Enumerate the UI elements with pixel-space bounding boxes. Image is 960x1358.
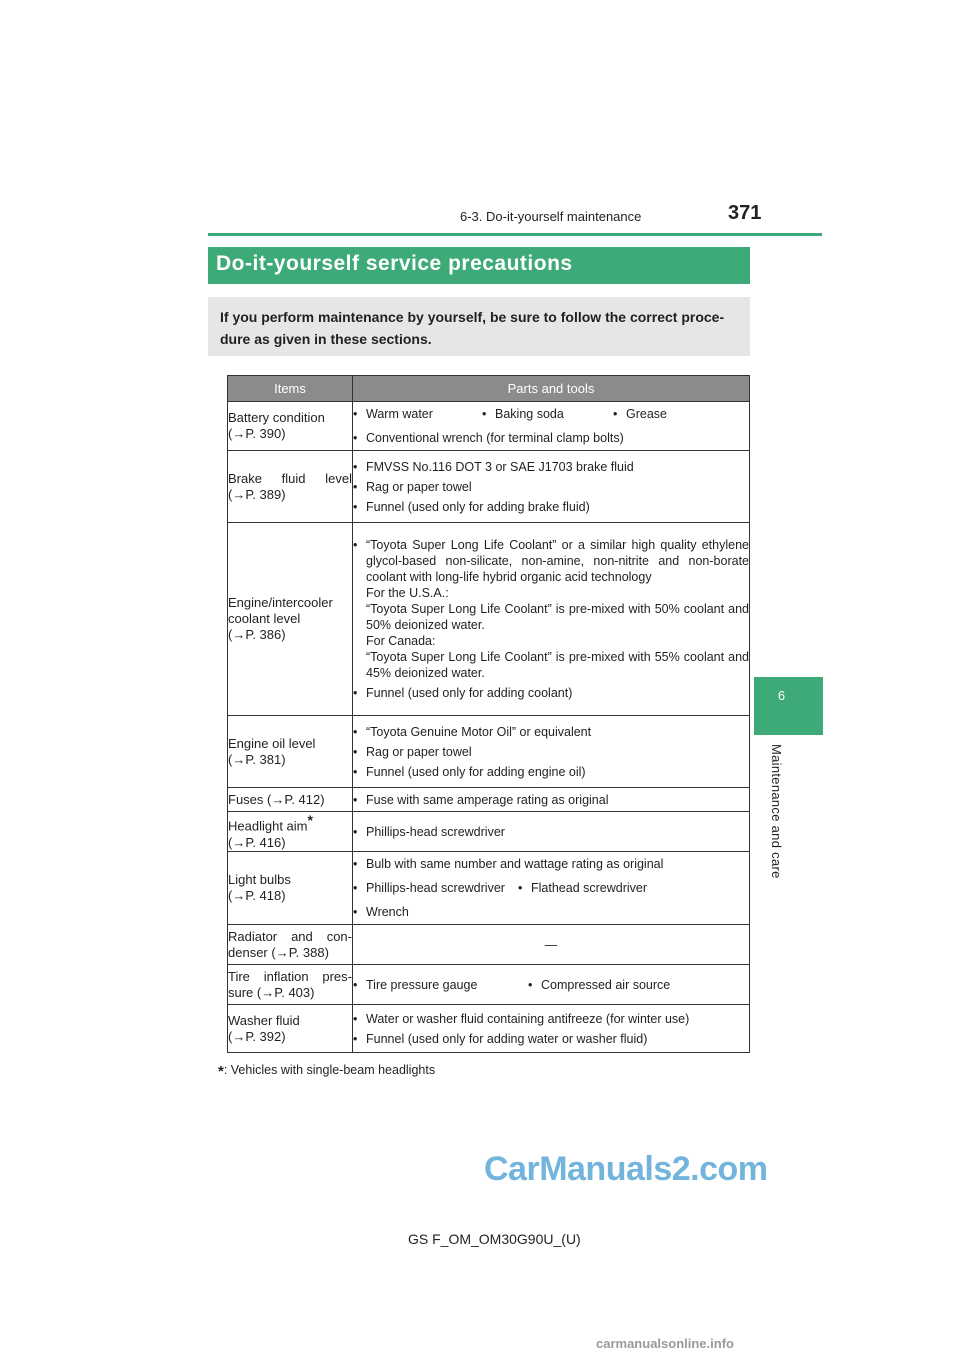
header-items: Items [228,376,353,402]
list-item: • Tire pressure gauge [353,977,528,993]
table-row [228,1005,750,1053]
section-header: 6-3. Do-it-yourself maintenance [460,209,642,224]
item-label: Radiator and con- [228,928,352,944]
table-row [228,716,750,788]
item-page-ref: denser (→P. 388) [228,944,329,960]
table-row [228,965,750,1005]
list-item: • Fuse with same amperage rating as original [353,792,749,808]
footnote-star: * [218,1063,224,1080]
item-label: Brake fluid level [228,470,352,486]
item-page-ref: (→P. 418) [228,888,286,903]
parts-battery [353,402,750,451]
table-row [228,852,750,925]
item-page-ref: (→P. 381) [228,751,286,767]
usa-label: For the U.S.A.: [366,586,449,600]
parts-brake [353,451,750,523]
item-page-ref: (→P. 392) [228,1028,286,1044]
chapter-tab [754,677,823,735]
no-parts-dash: — [544,937,558,952]
item-engine-oil [228,716,353,788]
item-battery [228,402,353,451]
list-item: • Rag or paper towel [353,744,749,760]
table-row [228,402,750,451]
list-item: • “Toyota Genuine Motor Oil” or equivalent [353,724,749,740]
list-item: • Conventional wrench (for terminal clamp bolts) [353,430,749,446]
section-title: Do-it-yourself service precautions [208,247,750,284]
item-label: Headlight aim [228,818,308,834]
list-item: • Funnel (used only for adding brake fluid) [353,499,749,515]
item-coolant [228,523,353,716]
item-label: Engine/intercooler [228,595,333,610]
table-row [228,523,750,716]
header-parts: Parts and tools [353,376,750,402]
parts-headlight [353,812,750,852]
item-washer [228,1005,353,1053]
chapter-tab-number: 6 [777,688,786,703]
item-label: Light bulbs [228,872,291,887]
page-number: 371 [728,202,762,224]
coolant-spec: “Toyota Super Long Life Coolant” or a similar high quality ethylene glycol-based non-silicate, non-amine, non-nitrite and non-borate coolant with long-life hybrid organic acid technology [366,538,749,584]
parts-bulbs [353,852,750,925]
parts-tire [353,965,750,1005]
item-radiator [228,925,353,965]
table-row [228,925,750,965]
header-rule [208,233,822,236]
item-label: Washer fluid [228,1012,300,1028]
list-item: • Flathead screwdriver [518,880,683,896]
table-header-row [228,376,750,402]
table-row [228,788,750,812]
item-tire [228,965,353,1005]
item-page-ref: sure (→P. 403) [228,984,315,1000]
parts-coolant [353,523,750,716]
list-item: • Funnel (used only for adding water or washer fluid) [353,1031,749,1047]
maintenance-parts-table [227,375,750,1053]
list-item: • Baking soda [482,406,613,422]
list-item: • Funnel (used only for adding coolant) [353,685,749,701]
table-row [228,451,750,523]
list-item: • Rag or paper towel [353,479,749,495]
document-code: GS F_OM_OM30G90U_(U) [408,1231,581,1247]
item-page-ref: (→P. 390) [228,426,286,441]
item-label: Battery condition [228,410,325,425]
footnote-marker: * [307,812,313,829]
list-item: • Phillips-head screwdriver [353,880,518,896]
item-label: coolant level [228,611,301,626]
usa-text: “Toyota Super Long Life Coolant” is pre-mixed with 50% coolant and 50% deionized water. [366,602,749,632]
parts-washer [353,1005,750,1053]
item-page-ref: (→P. 386) [228,627,286,642]
parts-fuses [353,788,750,812]
footnote-text: : Vehicles with single-beam headlights [223,1063,436,1077]
canada-text: “Toyota Super Long Life Coolant” is pre-mixed with 55% coolant and 45% deionized water. [366,650,749,680]
intro-text: If you perform maintenance by yourself, be sure to follow the correct proce-dure as given in these sections. [208,297,750,356]
item-label: Engine oil level [228,735,316,751]
list-item: • FMVSS No.116 DOT 3 or SAE J1703 brake fluid [353,459,749,475]
list-item: • Wrench [353,904,749,920]
item-headlight [228,812,353,852]
canada-label: For Canada: [366,634,436,648]
list-item: • Water or washer fluid containing antifreeze (for winter use) [353,1011,749,1027]
footnote [218,1063,435,1080]
list-item: • Phillips-head screwdriver [353,824,749,840]
item-bulbs [228,852,353,925]
item-page-ref: (→P. 416) [228,834,286,850]
list-item [353,537,749,681]
watermark-url: carmanualsonline.info [596,1336,734,1351]
list-item: • Compressed air source [528,977,703,993]
list-item: • Funnel (used only for adding engine oil) [353,764,749,780]
item-label: Tire inflation pres- [228,968,352,984]
parts-engine-oil [353,716,750,788]
chapter-tab-label: Maintenance and care [769,744,784,879]
item-brake [228,451,353,523]
list-item: • Bulb with same number and wattage rating as original [353,856,749,872]
item-page-ref: (→P. 389) [228,486,286,502]
watermark-logo: CarManuals2.com [484,1150,768,1188]
table-row [228,812,750,852]
list-item: • Warm water [353,406,482,422]
list-item: • Grease [613,406,667,422]
item-fuses: Fuses (→P. 412) [228,788,353,812]
parts-radiator [353,925,750,965]
